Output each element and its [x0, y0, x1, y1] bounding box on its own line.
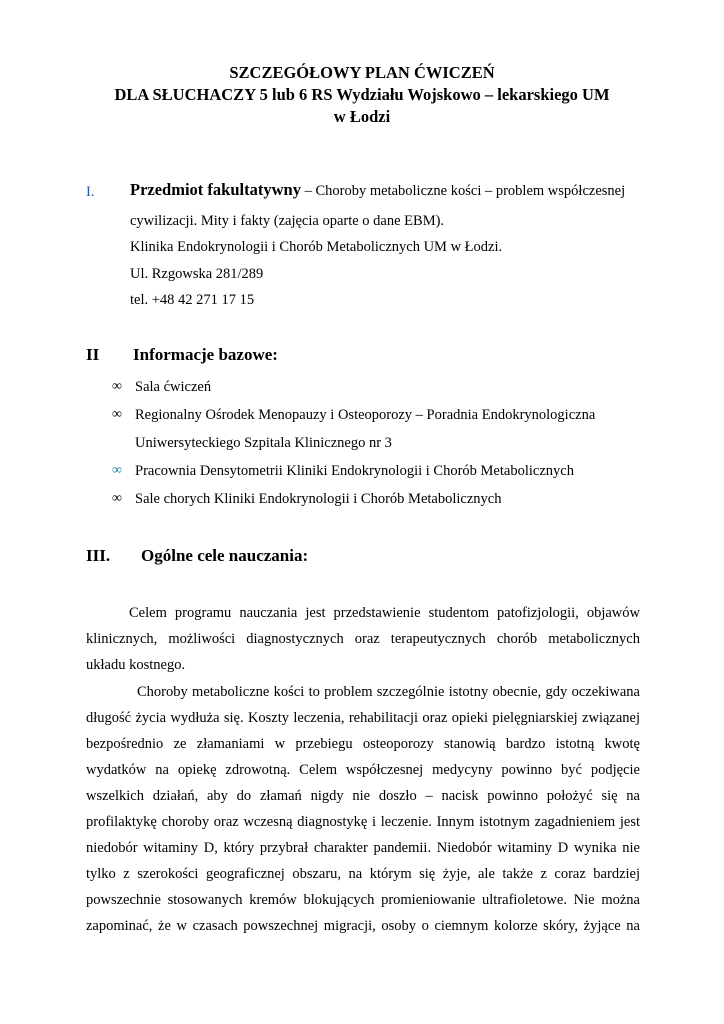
body-paragraph-line: wszelkich działań, aby do złamań nigdy nie doszło – nacisk powinno położyć się na	[86, 788, 640, 804]
section-1-line: Ul. Rzgowska 281/289	[130, 266, 264, 282]
body-paragraph-line: powszechnie stosowanych kremów blokujących promieniowanie ultrafioletowe. Nie można	[86, 892, 640, 908]
body-paragraph-line: tylko z szerokości geograficznej obszaru, na którym się żyje, ale także z coraz bardziej	[86, 866, 640, 882]
section-1-numeral: I.	[86, 184, 95, 200]
list-item: Sala ćwiczeń	[135, 379, 212, 395]
bullet-icon: ∞	[112, 463, 122, 478]
section-1-line: cywilizacji. Mity i fakty (zajęcia oparte o dane EBM).	[130, 213, 445, 229]
document-title-line-1: SZCZEGÓŁOWY PLAN ĆWICZEŃ	[229, 63, 495, 82]
section-1-line: tel. +48 42 271 17 15	[130, 292, 255, 308]
bullet-icon: ∞	[112, 379, 122, 394]
body-paragraph-line: wydatków na opiekę zdrowotną. Celem współczesnej medycyny powinno być podjęcie	[86, 762, 640, 778]
body-paragraph-line: Choroby metaboliczne kości to problem szczególnie istotny obecnie, gdy oczekiwana	[137, 684, 640, 700]
section-3-heading: Ogólne cele nauczania:	[141, 546, 309, 565]
section-1-heading: Przedmiot fakultatywny	[130, 180, 301, 199]
body-paragraph-line: niedobór witaminy D, który przybrał charakter pandemii. Niedobór witaminy D wynika nie	[86, 840, 640, 856]
section-2-numeral: II	[86, 345, 100, 364]
body-paragraph-line: klinicznych, możliwości diagnostycznych oraz terapeutycznych chorób metabolicznych	[86, 631, 640, 647]
body-paragraph-line: zapominać, że w czasach powszechnej migracji, osoby o ciemnym kolorze skóry, żyjące na	[86, 918, 640, 934]
body-paragraph-line: długość życia wydłuża się. Koszty leczenia, rehabilitacji oraz opieki pielęgniarskiej związanej	[86, 710, 640, 726]
list-item: Sale chorych Kliniki Endokrynologii i Chorób Metabolicznych	[135, 491, 502, 507]
bullet-icon: ∞	[112, 491, 122, 506]
section-1-heading-line	[130, 180, 625, 201]
document-title-line-2: DLA SŁUCHACZY 5 lub 6 RS Wydziału Wojskowo – lekarskiego UM	[114, 85, 610, 104]
section-3-numeral: III.	[86, 546, 111, 565]
list-item: Pracownia Densytometrii Kliniki Endokrynologii i Chorób Metabolicznych	[135, 463, 574, 479]
body-paragraph-line: profilaktykę choroby oraz wczesną diagnostykę i leczenie. Innym istotnym zagadnieniem jest	[86, 814, 640, 830]
body-paragraph-line: układu kostnego.	[86, 657, 186, 673]
document-title-line-3: w Łodzi	[333, 107, 391, 126]
section-1-line: Klinika Endokrynologii i Chorób Metabolicznych UM w Łodzi.	[130, 239, 503, 255]
bullet-icon: ∞	[112, 407, 122, 422]
body-paragraph-line: bezpośrednio ze złamaniami w przebiegu osteoporozy stanowią bardzo istotną kwotę	[86, 736, 640, 752]
section-2-heading: Informacje bazowe:	[133, 345, 278, 364]
list-item: Regionalny Ośrodek Menopauzy i Osteoporozy – Poradnia Endokrynologiczna	[135, 407, 596, 423]
body-paragraph-line: Celem programu nauczania jest przedstawienie studentom patofizjologii, objawów	[129, 605, 640, 621]
section-1-heading-rest: – Choroby metaboliczne kości – problem współczesnej	[300, 183, 626, 199]
list-item-continuation: Uniwersyteckiego Szpitala Klinicznego nr 3	[135, 435, 392, 451]
